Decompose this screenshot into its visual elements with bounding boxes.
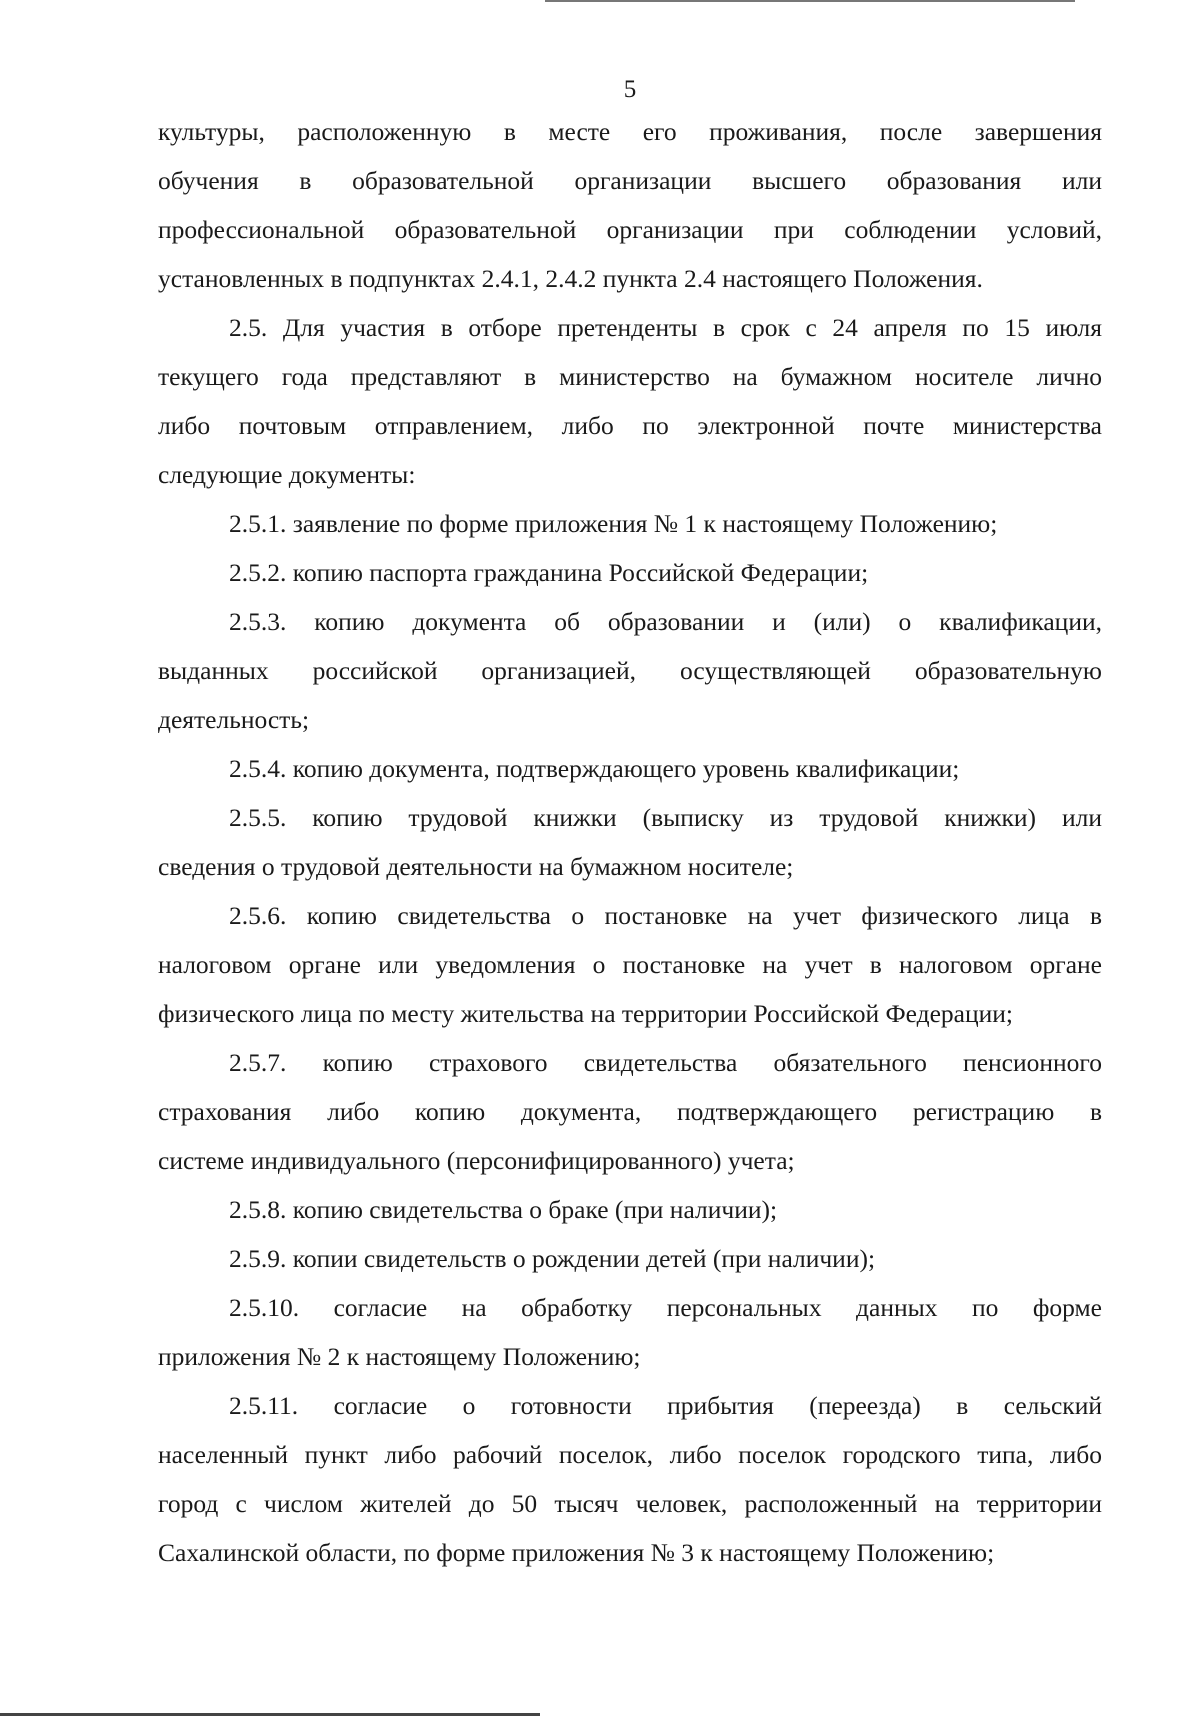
text-line: либо почтовым отправлением, либо по электронной почте министерства [158, 411, 1102, 440]
text-line: текущего года представляют в министерство на бумажном носителе лично [158, 362, 1102, 391]
scan-artifact-bottom [0, 1713, 540, 1716]
scan-artifact-top [545, 0, 1075, 2]
text-line: культуры, расположенную в месте его проживания, после завершения [158, 117, 1102, 146]
text-line: профессиональной образовательной организации при соблюдении условий, [158, 215, 1102, 244]
page-number: 5 [623, 76, 637, 103]
text-line: следующие документы: [158, 460, 416, 489]
text-line: 2.5.10. согласие на обработку персональных данных по форме [229, 1293, 1102, 1322]
text-line: 2.5.1. заявление по форме приложения № 1 к настоящему Положению; [229, 509, 998, 538]
text-line: установленных в подпунктах 2.4.1, 2.4.2 пункта 2.4 настоящего Положения. [158, 264, 983, 293]
text-line: физического лица по месту жительства на территории Российской Федерации; [158, 999, 1014, 1028]
text-line: город с числом жителей до 50 тысяч человек, расположенный на территории [158, 1489, 1102, 1518]
text-line: 2.5.7. копию страхового свидетельства обязательного пенсионного [229, 1048, 1102, 1077]
text-line: налоговом органе или уведомления о постановке на учет в налоговом органе [158, 950, 1102, 979]
text-line: 2.5. Для участия в отборе претенденты в срок с 24 апреля по 15 июля [229, 313, 1102, 342]
text-line: 2.5.4. копию документа, подтверждающего уровень квалификации; [229, 754, 960, 783]
text-line: выданных российской организацией, осуществляющей образовательную [158, 656, 1102, 685]
text-line: населенный пункт либо рабочий поселок, либо поселок городского типа, либо [158, 1440, 1102, 1469]
text-line: 2.5.6. копию свидетельства о постановке на учет физического лица в [229, 901, 1102, 930]
text-line: Сахалинской области, по форме приложения № 3 к настоящему Положению; [158, 1538, 995, 1567]
document-body [158, 107, 1102, 1577]
text-line: 2.5.9. копии свидетельств о рождении детей (при наличии); [229, 1244, 876, 1273]
text-line: 2.5.11. согласие о готовности прибытия (переезда) в сельский [229, 1391, 1102, 1420]
text-line: системе индивидуального (персонифицированного) учета; [158, 1146, 795, 1175]
text-line: 2.5.3. копию документа об образовании и (или) о квалификации, [229, 607, 1102, 636]
text-line: приложения № 2 к настоящему Положению; [158, 1342, 641, 1371]
text-line: страхования либо копию документа, подтверждающего регистрацию в [158, 1097, 1102, 1126]
text-line: 2.5.2. копию паспорта гражданина Российской Федерации; [229, 558, 869, 587]
text-line: обучения в образовательной организации высшего образования или [158, 166, 1102, 195]
text-line: сведения о трудовой деятельности на бумажном носителе; [158, 852, 794, 881]
text-line: деятельность; [158, 705, 310, 734]
text-line: 2.5.5. копию трудовой книжки (выписку из трудовой книжки) или [229, 803, 1102, 832]
text-line: 2.5.8. копию свидетельства о браке (при наличии); [229, 1195, 778, 1224]
